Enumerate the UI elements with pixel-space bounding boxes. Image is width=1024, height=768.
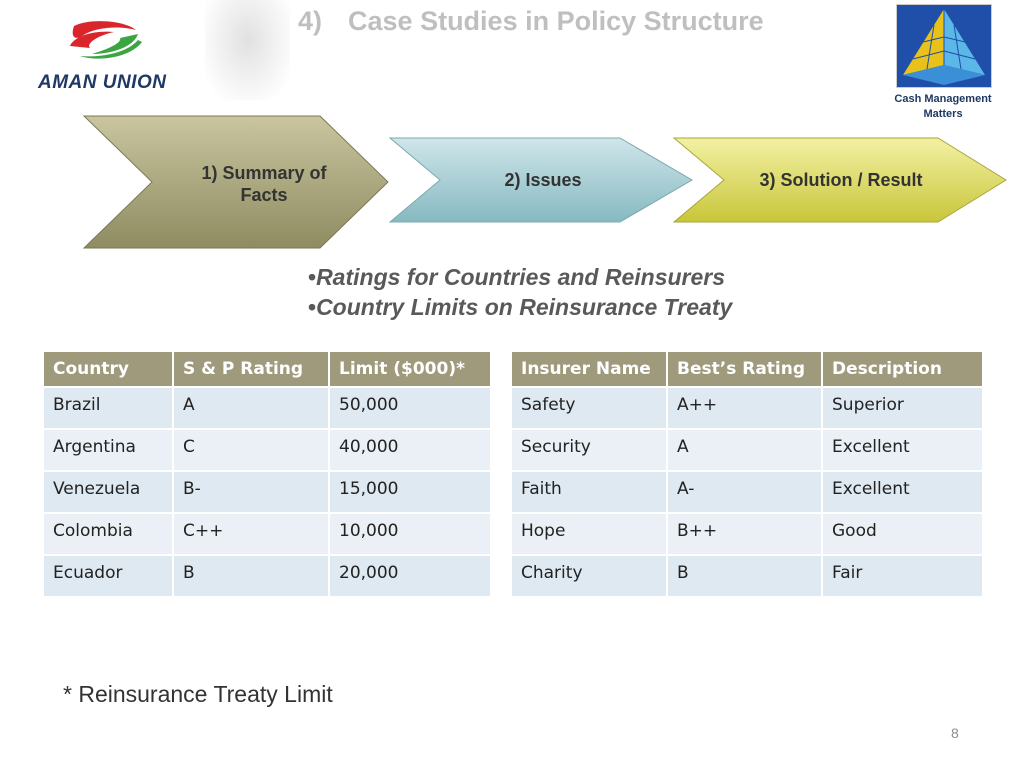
table-header-row — [44, 352, 490, 386]
title-text: Case Studies in Policy Structure — [348, 6, 764, 36]
column-header: Country — [44, 352, 172, 386]
title-number: 4) — [298, 6, 323, 36]
table-cell: A — [668, 430, 821, 470]
bullet-item: •Country Limits on Reinsurance Treaty — [308, 294, 733, 320]
table-cell: Safety — [512, 388, 666, 428]
table-cell: Faith — [512, 472, 666, 512]
table-cell: 40,000 — [330, 430, 490, 470]
table-row — [44, 388, 490, 428]
pyramid-image — [896, 4, 992, 88]
step-1-label: 1) Summary of Facts — [201, 163, 327, 205]
step-3-label: 3) Solution / Result — [759, 170, 923, 190]
table-row — [44, 472, 490, 512]
table-cell: Fair — [823, 556, 982, 596]
table-cell: Good — [823, 514, 982, 554]
column-header: Description — [823, 352, 982, 386]
table-cell: B++ — [668, 514, 821, 554]
table-cell: 50,000 — [330, 388, 490, 428]
column-header: S & P Rating — [174, 352, 328, 386]
table-cell: Superior — [823, 388, 982, 428]
pyramid-icon — [897, 5, 991, 87]
table-cell: Charity — [512, 556, 666, 596]
logo-text: AMAN UNION — [38, 72, 167, 93]
title-decoration — [205, 0, 290, 100]
table-row — [44, 430, 490, 470]
table-cell: B- — [174, 472, 328, 512]
insurer-ratings-table — [510, 350, 984, 598]
table-row — [512, 556, 982, 596]
footnote: * Reinsurance Treaty Limit — [63, 681, 333, 707]
table-cell: Argentina — [44, 430, 172, 470]
table-cell: 15,000 — [330, 472, 490, 512]
table-cell: A++ — [668, 388, 821, 428]
table-cell: Colombia — [44, 514, 172, 554]
table-cell: A- — [668, 472, 821, 512]
table-cell: Security — [512, 430, 666, 470]
cash-management-badge — [884, 4, 1002, 124]
page-number: 8 — [951, 725, 959, 741]
process-flow — [80, 110, 1010, 255]
country-limits-table — [42, 350, 492, 598]
table-cell: B — [174, 556, 328, 596]
table-row — [512, 514, 982, 554]
bullet-list — [308, 262, 732, 322]
table-row — [512, 430, 982, 470]
table-cell: 20,000 — [330, 556, 490, 596]
table-cell: Ecuador — [44, 556, 172, 596]
table-cell: C++ — [174, 514, 328, 554]
logo-swoosh-icon — [34, 18, 194, 68]
table-row — [512, 472, 982, 512]
bullet-item: •Ratings for Countries and Reinsurers — [308, 264, 726, 290]
column-header: Best’s Rating — [668, 352, 821, 386]
table-header-row — [512, 352, 982, 386]
table-cell: C — [174, 430, 328, 470]
table-row — [44, 556, 490, 596]
table-cell: Excellent — [823, 430, 982, 470]
aman-union-logo — [34, 18, 194, 98]
table-cell: Excellent — [823, 472, 982, 512]
column-header: Insurer Name — [512, 352, 666, 386]
table-cell: Venezuela — [44, 472, 172, 512]
table-cell: 10,000 — [330, 514, 490, 554]
table-cell: B — [668, 556, 821, 596]
badge-text: Cash Management Matters — [894, 93, 992, 120]
table-cell: A — [174, 388, 328, 428]
table-row — [44, 514, 490, 554]
column-header: Limit ($000)* — [330, 352, 490, 386]
table-row — [512, 388, 982, 428]
slide-title — [298, 6, 764, 37]
table-cell: Hope — [512, 514, 666, 554]
step-2-label: 2) Issues — [504, 170, 582, 190]
table-cell: Brazil — [44, 388, 172, 428]
